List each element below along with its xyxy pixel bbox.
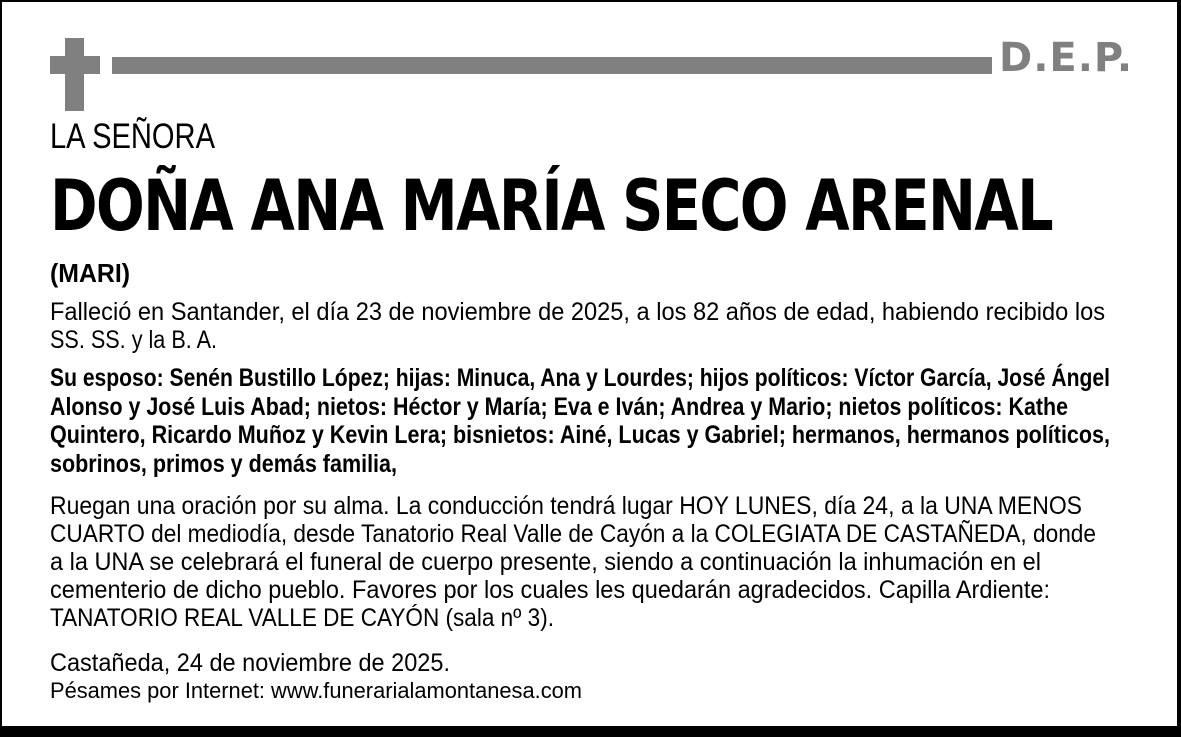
family-line-3: Quintero, Ricardo Muñoz y Kevin Lera; bisnietos: Ainé, Lucas y Gabriel; hermanos, hermanos políticos, — [50, 421, 1110, 449]
cross-icon — [65, 38, 84, 111]
header-rule — [112, 57, 992, 74]
ceremony-line-3: a la UNA se celebrará el funeral de cuerpo presente, siendo a continuación la inhumación en el — [50, 548, 1041, 576]
ceremony-line-2: CUARTO del mediodía, desde Tanatorio Real Valle de Cayón a la COLEGIATA DE CASTAÑEDA, donde — [50, 520, 1096, 548]
death-line-1: Falleció en Santander, el día 23 de noviembre de 2025, a los 82 años de edad, habiendo recibido los — [50, 298, 1105, 326]
intro-label: LA SEÑORA — [50, 117, 215, 156]
ceremony-line-1: Ruegan una oración por su alma. La conducción tendrá lugar HOY LUNES, día 24, a la UNA MENOS — [50, 492, 1082, 520]
ceremony-line-5: TANATORIO REAL VALLE DE CAYÓN (sala nº 3). — [50, 604, 554, 632]
place-date: Castañeda, 24 de noviembre de 2025. — [50, 649, 450, 677]
death-line-2: SS. SS. y la B. A. — [50, 326, 217, 354]
condolences-link[interactable]: Pésames por Internet: www.funerarialamontanesa.com — [50, 678, 582, 703]
family-line-1: Su esposo: Senén Bustillo López; hijas: Minuca, Ana y Lourdes; hijos políticos: Víctor García, José Ángel — [50, 364, 1110, 392]
deceased-name: DOÑA ANA MARÍA SECO ARENAL — [50, 165, 1052, 247]
deceased-alias: (MARI) — [50, 258, 130, 288]
family-line-2: Alonso y José Luis Abad; nietos: Héctor y María; Eva e Iván; Andrea y Mario; nietos políticos: Kathe — [50, 393, 1068, 421]
family-line-4: sobrinos, primos y demás familia, — [50, 450, 397, 478]
dep-label: D.E.P. — [999, 35, 1134, 81]
cross-icon-arm — [50, 56, 100, 74]
ceremony-line-4: cementerio de dicho pueblo. Favores por los cuales les quedarán agradecidos. Capilla Ardiente: — [50, 576, 1050, 604]
